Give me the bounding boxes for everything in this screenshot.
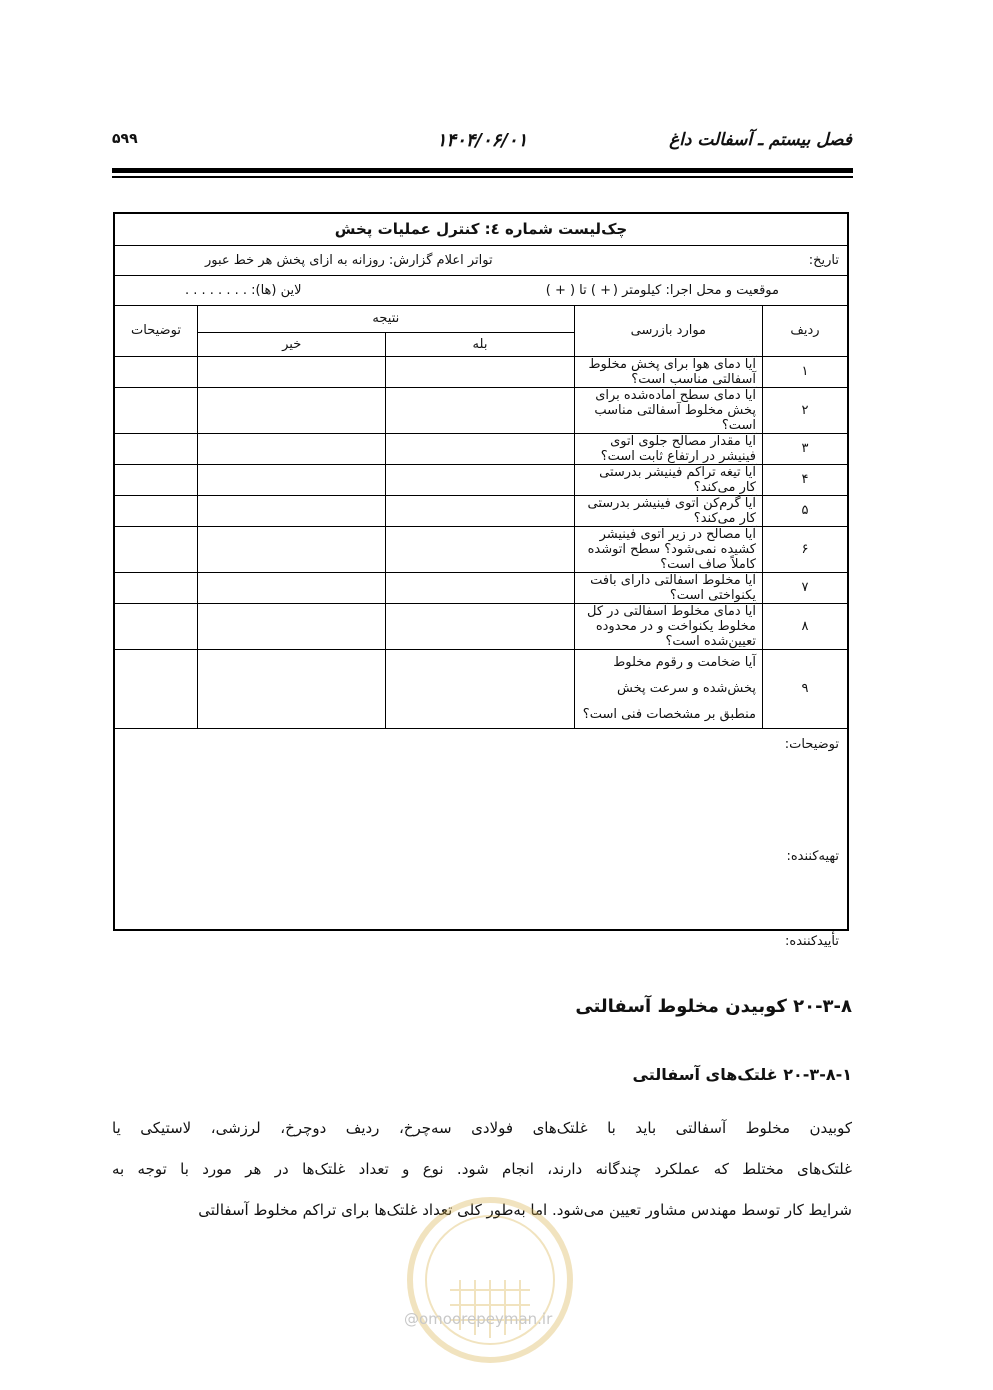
yes-cell[interactable] xyxy=(386,526,574,572)
body-line: کوبیدن مخلوط آسفالتی باید با غلتک‌های فولادی سه‌چرخ، ردیف دوچرخ، لرزشی، لاستیکی یا xyxy=(112,1119,852,1137)
table-row xyxy=(115,649,847,728)
prepared-by-label: تهیه‌کننده: xyxy=(786,848,839,864)
table-row xyxy=(115,526,847,572)
no-cell[interactable] xyxy=(198,356,386,387)
col-row-header: ردیف xyxy=(763,306,848,356)
row-number: ۱ xyxy=(763,356,848,387)
page-header xyxy=(112,128,852,158)
no-cell[interactable] xyxy=(198,649,386,728)
yes-cell[interactable] xyxy=(386,649,574,728)
table-row xyxy=(115,387,847,433)
row-number: ۲ xyxy=(763,387,848,433)
yes-cell[interactable] xyxy=(386,387,574,433)
notes-cell[interactable] xyxy=(115,464,198,495)
header-date: ۱۴۰۴/۰۶/۰۱ xyxy=(436,130,528,151)
watermark-text: @omoorepeyman.ir xyxy=(404,1310,553,1328)
no-cell[interactable] xyxy=(198,495,386,526)
row-number: ۷ xyxy=(763,572,848,603)
row-text: آیا مخلوط آسفالتی دارای بافت یکنواختی است؟ xyxy=(574,572,762,603)
row-text: آیا دمای مخلوط آسفالتی در کل مخلوط یکنواخت و در محدوده تعیین‌شده است؟ xyxy=(574,603,762,649)
no-cell[interactable] xyxy=(198,464,386,495)
col-notes-header: توضیحات xyxy=(115,306,198,356)
col-items-header: موارد بازرسی xyxy=(574,306,762,356)
yes-cell[interactable] xyxy=(386,464,574,495)
row-number: ۵ xyxy=(763,495,848,526)
yes-cell[interactable] xyxy=(386,495,574,526)
section-heading: ۲۰-۳-۸ کوبیدن مخلوط آسفالتی xyxy=(575,996,852,1017)
notes-cell[interactable] xyxy=(115,495,198,526)
page-number: ۵۹۹ xyxy=(112,131,138,147)
notes-cell[interactable] xyxy=(115,603,198,649)
col-yes-header: بله xyxy=(386,332,574,356)
yes-cell[interactable] xyxy=(386,356,574,387)
col-result-header: نتیجه xyxy=(198,306,575,332)
header-rule-thin xyxy=(112,176,853,178)
body-line: غلتک‌های مختلط که عملکرد چندگانه دارند، انجام شود. نوع و تعداد غلتک‌ها در هر مورد با توجه به xyxy=(112,1160,852,1178)
approved-by-label: تأییدکننده: xyxy=(785,933,839,949)
notes-cell[interactable] xyxy=(115,433,198,464)
table-row xyxy=(115,464,847,495)
no-cell[interactable] xyxy=(198,433,386,464)
signature-area xyxy=(115,729,847,1009)
checklist-info-row-2 xyxy=(115,276,847,306)
row-number: ۴ xyxy=(763,464,848,495)
row-number: ۶ xyxy=(763,526,848,572)
row-text: آیا ضخامت و رقوم مخلوط پخش‌شده و سرعت پخش منطبق بر مشخصات فنی است؟ xyxy=(574,649,762,728)
chapter-title: فصل بیستم ـ آسفالت داغ xyxy=(669,130,852,150)
yes-cell[interactable] xyxy=(386,572,574,603)
row-number: ۸ xyxy=(763,603,848,649)
row-text: آیا گرم‌کن اتوی فینیشر بدرستی کار می‌کند؟ xyxy=(574,495,762,526)
no-cell[interactable] xyxy=(198,603,386,649)
row-text: آیا تیغه تراکم فینیشر بدرستی کار می‌کند؟ xyxy=(574,464,762,495)
report-frequency: تواتر اعلام گزارش: روزانه به ازای پخش هر خط عبور xyxy=(205,253,493,268)
table-header-row xyxy=(115,306,847,332)
checklist-form xyxy=(113,212,849,949)
location-label: موقعیت و محل اجرا: کیلومتر ( xyxy=(612,283,779,298)
row-number: ۹ xyxy=(763,649,848,728)
yes-cell[interactable] xyxy=(386,603,574,649)
notes-cell[interactable] xyxy=(115,356,198,387)
row-number: ۳ xyxy=(763,433,848,464)
notes-label: توضیحات: xyxy=(784,736,839,752)
notes-cell[interactable] xyxy=(115,387,198,433)
notes-cell[interactable] xyxy=(115,649,198,728)
table-row xyxy=(115,495,847,526)
table-row xyxy=(115,572,847,603)
km-range: + ) تا ( + ) xyxy=(545,283,611,298)
checklist-table xyxy=(115,306,847,729)
notes-cell[interactable] xyxy=(115,572,198,603)
header-rule-thick xyxy=(112,168,853,173)
body-line: شرایط کار توسط مهندس مشاور تعیین می‌شود. اما به‌طور کلی تعداد غلتک‌ها برای تراکم مخلوط آسفالتی xyxy=(198,1201,852,1219)
subsection-heading: ۲۰-۳-۸-۱ غلتک‌های آسفالتی xyxy=(632,1065,852,1084)
row-text: آیا مصالح در زیر اتوی فینیشر کشیده نمی‌شود؟ سطح اتوشده کاملاً صاف است؟ xyxy=(574,526,762,572)
date-label: تاریخ: xyxy=(808,253,839,268)
col-no-header: خیر xyxy=(198,332,386,356)
table-row xyxy=(115,356,847,387)
table-row xyxy=(115,433,847,464)
yes-cell[interactable] xyxy=(386,433,574,464)
checklist-title: چک‌لیست شماره ٤: کنترل عملیات پخش xyxy=(115,214,847,246)
no-cell[interactable] xyxy=(198,572,386,603)
row-text: آیا مقدار مصالح جلوی اتوی فینیشر در ارتفاع ثابت است؟ xyxy=(574,433,762,464)
row-text: آیا دمای سطح آماده‌شده برای پخش مخلوط آسفالتی مناسب است؟ xyxy=(574,387,762,433)
no-cell[interactable] xyxy=(198,526,386,572)
table-row xyxy=(115,603,847,649)
lane-label: لاین (ها): . . . . . . . . xyxy=(185,283,302,298)
checklist-info-row-1 xyxy=(115,246,847,276)
notes-cell[interactable] xyxy=(115,526,198,572)
no-cell[interactable] xyxy=(198,387,386,433)
row-text: آیا دمای هوا برای پخش مخلوط آسفالتی مناسب است؟ xyxy=(574,356,762,387)
watermark-logo-icon xyxy=(390,1190,590,1370)
